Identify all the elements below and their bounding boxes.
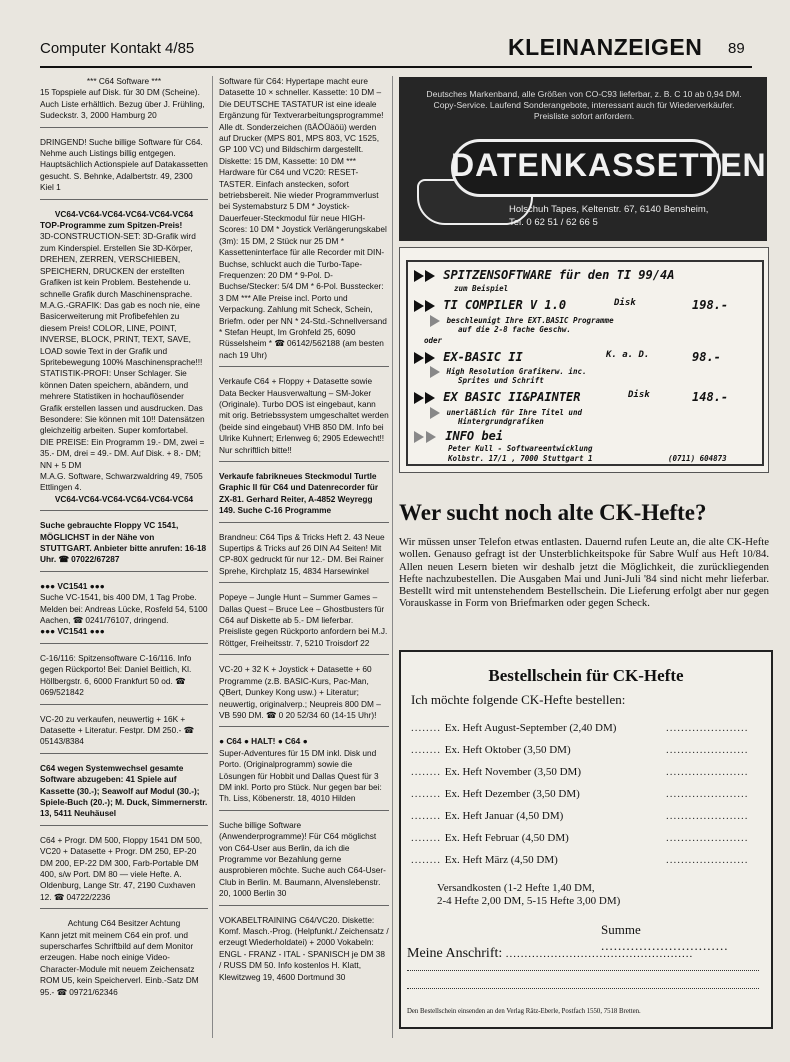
ti-desc: auf die 2-8 fache Geschw. — [458, 325, 571, 334]
order-item-label: Ex. Heft August-September (2,40 DM) — [444, 722, 617, 734]
magazine-issue: Computer Kontakt 4/85 — [40, 40, 195, 57]
price-field[interactable]: ...................... — [666, 832, 749, 844]
header-rule — [40, 66, 752, 68]
arrow-icon — [425, 352, 435, 364]
classified-ad — [219, 376, 389, 462]
order-form — [399, 650, 773, 1029]
quantity-field[interactable]: ........ — [411, 766, 445, 778]
ti-info: INFO bei — [414, 429, 503, 443]
phone-line: Tel. 0 62 51 / 62 66 5 — [509, 217, 598, 228]
classified-ad — [219, 471, 389, 523]
arrow-outline-icon — [426, 431, 436, 443]
ad-text: Verkaufe C64 + Floppy + Datasette sowie Data Becker Hausverwaltung – SM-Joker (Originale). Turbo DOS ist eingebaut, kann mit orig. Betriebssystem umgeschaltet werden (beide sind eingebaut) VHB 850 DM. Info bei Ulrike Kuhnert; Erlenweg 6; 2905 Edewecht!! Nur schriftlich bitte!! — [219, 376, 389, 455]
ad-text: 3D-CONSTRUCTION-SET: 3D-Grafik wird zum Kinderspiel. Erstellen Sie 3D-Körper, DREHEN, ZERREN, VERSCHIEBEN, SPEICHERN, DRUCKEN der erstellten Grafiken ist kein Problem. Bestehende u. schnelle Grafik durch Maschinensprache. — [40, 231, 196, 299]
order-item[interactable] — [411, 722, 761, 734]
ad-text: ● C64 ● HALT! ● C64 ● — [219, 736, 308, 747]
ad-text: DRINGEND! Suche billige Software für C64. Nehme auch Listings billig entgegen. Hauptsächlich Actionspiele auf Datakassetten gesucht. S. Behnke, Adalbertstr. 49, 2300 Kiel 1 — [40, 136, 208, 193]
order-form-subtitle: Ich möchte folgende CK-Hefte bestellen: — [411, 692, 626, 707]
sum-label: Summe .............................. — [601, 922, 729, 953]
classified-ad — [40, 835, 208, 909]
ti-desc: Sprites und Schrift — [458, 376, 544, 385]
ad-text: 15 Topspiele auf Disk. für 30 DM (Scheine). Auch Liste erhältlich. Bezug über J. Frühling, Sudeckstr. 3, 2000 Hamburg 20 — [40, 87, 205, 121]
ad-text: Verkaufe fabrikneues Steckmodul Turtle Graphic II für C64 und Datenrecorder für ZX-81. Gerhard Reiter, A-4852 Weyregg 149. Suche C-16 Programme — [219, 471, 379, 516]
arrow-outline-icon — [430, 407, 440, 419]
ti-ad-frame — [406, 260, 764, 466]
ad-text: VC-20 + 32 K + Joystick + Datasette + 60 Programme (z.B. BASIC-Kurs, Pac-Man, QBert, Dunkey Kong usw.) + Literatur; neuwertig, originalverp.; Neupreis 800 DM – VB 590 DM. ☎ 0 20 52/34 60 (14-15 Uhr)! — [219, 664, 381, 720]
ti-desc: unerläßlich für Ihre Titel und — [430, 407, 582, 419]
address-field-line[interactable] — [407, 970, 759, 971]
column-divider — [392, 76, 393, 1038]
ad-text: VOKABELTRAINING C64/VC20. Diskette: Komf. Masch.-Prog. (Helpfunkt./ Zeichensatz / erzeugt Wiederholdatei) + 2000 Vokabeln: ENGL - FRANZ - ITAL - SPANISCH je DM 38 / RUSS DM 50. Info kostenlos H. Klatt, Klewitzweg 19, 4600 Dortmund 30 — [219, 914, 389, 982]
page-number: 89 — [728, 40, 745, 57]
back-issues-text: Wir müssen unser Telefon etwas entlasten. Dauernd rufen Leute an, die alte CK-Hefte wollen. Genauso gefragt ist der Unsterblichkeitspoke für Sabre Wulf aus Heft 10/84. Allen neuen Lesern bieten wir deshalb jetzt die Möglichkeit, die zurückliegenden Hefte nachzubestellen. Die Ausgaben Mai und Juni-Juli '84 sind nicht mehr lieferbar. Bestellt wird mit untenstehendem Bestellschein. Die Lieferung erfolgt aber nur gegen Vorauskasse in Form von Briefmarken oder gegen Scheck. — [399, 536, 769, 610]
ad-text: STATISTIK-PROFI: Unser Schlager. Sie können Daten speichern, abändern, und mehrere Statistiken in hochauflösender Grafik erstellen lassen und ausdrucken. Das Besondere: Sie können mit 10!! Datensätzen gleichzeitig arbeiten. Super komfortabel. — [40, 368, 205, 436]
ad-text: *** C64 Software *** — [86, 76, 162, 86]
datenkassetten-logo: DATENKASSETTEN — [451, 147, 767, 183]
ad-text: C64 wegen Systemwechsel gesamte Software abzugeben: 41 Spiele auf Kassette (30.-); Seawolf auf Modul (30.-); Spiele-Buch (20.-); M. Duck, Simmernerstr. 13, 5411 Neuhäusel — [40, 762, 208, 819]
ti-headline: SPITZENSOFTWARE für den TI 99/4A — [414, 268, 674, 282]
ti-product-exbasic: EX-BASIC II K. a. D. 98.- — [414, 350, 523, 364]
ad-text: ●●● VC1541 ●●● — [40, 626, 105, 637]
datenkassetten-text: Deutsches Markenband, alle Größen von CO-C93 lieferbar, z. B. C 10 ab 0,94 DM. Copy-Service. Laufend Sonderangebote, interessant auch für Wiederverkäufer. Preisliste sofort anfordern. — [426, 89, 742, 121]
order-item-label: Ex. Heft Oktober (3,50 DM) — [444, 744, 571, 756]
classifieds-column-2 — [219, 76, 389, 997]
price-field[interactable]: ...................... — [666, 854, 749, 866]
ad-text: Popeye – Jungle Hunt – Summer Games – Dallas Quest – Bruce Lee – Ghostbusters für C64 auf Diskette ab 5.- DM lieferbar. Preisliste gegen Rückporto anfordern bei M.J. Röttger, Freiheitsstr. 7, 5210 Troisdorf 22 — [219, 592, 388, 648]
quantity-field[interactable]: ........ — [411, 832, 445, 844]
order-item-label: Ex. Heft November (3,50 DM) — [444, 766, 581, 778]
classified-ad — [219, 915, 389, 988]
price-field[interactable]: ...................... — [666, 810, 749, 822]
order-form-title: Bestellschein für CK-Hefte — [488, 666, 684, 685]
classified-ad — [40, 209, 208, 512]
ad-text: Suche gebrauchte Floppy VC 1541, MÖGLICHST in der Nähe von STUTTGART. Anbieter bitte anrufen: 16-18 Uhr. ☎ 07022/67287 — [40, 520, 207, 565]
order-item[interactable] — [411, 832, 761, 844]
ti-contact-address: Kolbstr. 17/1 , 7000 Stuttgart 1 (0711) 604873 — [448, 454, 727, 463]
arrow-icon — [414, 392, 424, 404]
datenkassetten-ad — [399, 77, 767, 241]
ti-software-ad — [399, 247, 769, 473]
ad-text: Brandneu: C64 Tips & Tricks Heft 2. 43 Neue Supertips & Tricks auf 26 DIN A4 Seiten! Mit CP-80X gedruckt für nur 12.- DM. Bei Rainer Sprehe, Kirchplatz 15, 4834 Harsewinkel — [219, 531, 385, 576]
ad-text: Software für C64: Hypertape macht eure Datasette 10 × schneller. Kassette: 10 DM – Die DEUTSCHE TASTATUR ist eine ideale Ergänzung für Textverarbeitungsprogramme! Alle dt. Sonderzeichen (ßÄÖÜäöü) werden auf Drucker (MPS 801, MPS 803, VC 1525, GP 100 VC) und Bildschirm dargestellt. Diskette: 15 DM, Kassette: 10 DM *** Hardware für C64 und VC20: RESET-TASTER. Einfach anstecken, sofort betriebsbereit. Nie wieder Programmverlust bei Systemabsturz 5 DM * Joystick-Dauerfeuer-Steckmodul für neue HIGH-Scores: 10 DM * Joystick Verlängerungskabel (3m): 15 DM, 2 Stück nur 25 DM * Kassetteninterface für alle Recorder mit DIN-Buchse, schluckt auch die Turbo-Tape-Frequenzen: 20 DM * 9-Pol. D-Buchse/Stecker: 5/4 DM * 6-Pol. Busstecker: 3 DM *** Alle Preise incl. Porto und Verpackung. Zahlung mit Scheck, Schein, Briefm. oder per NN * 24-Std.-Schnellversand * Stefan Heupt, Im Grohfeld 25, 6090 Rüsselsheim * ☎ 06142/562188 (am besten nach 19 Uhr) — [219, 76, 387, 360]
classified-ad — [219, 592, 389, 655]
datenkassetten-address — [509, 203, 708, 229]
ad-text: M.A.G. Software, Schwarzwaldring 49, 7505 Ettlingen 4. — [40, 471, 203, 493]
price-field[interactable]: ...................... — [666, 788, 749, 800]
classified-ad — [40, 918, 208, 1003]
classified-ad — [40, 581, 208, 644]
ad-text: Super-Adventures für 15 DM inkl. Disk und Porto. (Originalprogramm) sowie die Lösungen für Hobbit und Dallas Quest für 3 DM inkl. Porto pro Stück. Nur gegen bar bei: Th. Liss, Köbenerstr. 18, 4010 Hilden — [219, 747, 382, 804]
classified-ad — [40, 714, 208, 754]
ti-desc: beschleunigt Ihre EXT.BASIC Programme — [430, 315, 614, 327]
ad-text: VC-20 zu verkaufen, neuwertig + 16K + Datasette + Literatur. Festpr. DM 250.- ☎ 05143/8384 — [40, 713, 194, 747]
ad-text: Suche VC-1541, bis 400 DM, 1 Tag Probe. Melden bei: Andreas Lücke, Rosfeld 54, 5100 Aachen, ☎ 0241/76107, dringend. — [40, 592, 208, 626]
ad-text: ●●● VC1541 ●●● — [40, 580, 105, 591]
shipping-costs — [437, 882, 620, 908]
classified-ad — [219, 664, 389, 727]
ad-text: C64 + Progr. DM 500, Floppy 1541 DM 500, VC20 + Datasette + Progr. DM 250, EP-20 DM 200, EP-22 DM 300, Farb-Portable DM 400, s/w Port. DM 80 — viele Hefte. A. Oldenburg, Lange Str. 47, 2190 Cuxhaven 12. ☎ 04722/2236 — [40, 834, 203, 902]
classified-ad — [40, 653, 208, 705]
order-item-label: Ex. Heft Dezember (3,50 DM) — [444, 788, 580, 800]
address-label: Meine Anschrift: .................................................. — [407, 946, 694, 961]
price-field[interactable]: ...................... — [666, 766, 749, 778]
shipping-line: 2-4 Hefte 2,00 DM, 5-15 Hefte 3,00 DM) — [437, 895, 621, 907]
order-item[interactable] — [411, 766, 761, 778]
ad-text: Suche billige Software (Anwenderprogramme)! Für C64 möglichst von C64-User aus Berlin, da ich die Programme vor Bezahlung gerne ausprobieren möchte. Suche auch C64-User-Club in Berlin. M. Baumann, Alvenslebenstr. 20, 1000 Berlin 30 — [219, 819, 386, 899]
ad-text: TOP-Programme zum Spitzen-Preis! — [40, 220, 183, 231]
quantity-field[interactable]: ........ — [411, 722, 445, 734]
ti-product-compiler: TI COMPILER V 1.0 Disk 198.- — [414, 298, 566, 312]
quantity-field[interactable]: ........ — [411, 810, 445, 822]
ti-contact: Peter Kull - Softwareentwicklung — [448, 444, 593, 453]
arrow-icon — [414, 352, 424, 364]
arrow-icon — [425, 300, 435, 312]
quantity-field[interactable]: ........ — [411, 744, 445, 756]
ad-text: Achtung C64 Besitzer Achtung — [67, 918, 181, 929]
classified-ad — [219, 820, 389, 906]
ti-product-painter: EX BASIC II&PAINTER Disk 148.- — [414, 390, 581, 404]
ad-text: DIE PREISE: Ein Programm 19.- DM, zwei = 35.- DM, drei = 49.- DM. Auf Disk. + 8.- DM; NN + 5 DM — [40, 436, 205, 470]
ti-desc: High Resolution Grafikerw. inc. — [430, 366, 587, 378]
page-header — [40, 36, 752, 66]
order-item-label: Ex. Heft Februar (4,50 DM) — [444, 832, 569, 844]
order-item-label: Ex. Heft März (4,50 DM) — [444, 854, 558, 866]
price-field[interactable]: ...................... — [666, 744, 749, 756]
arrow-icon — [414, 300, 424, 312]
order-item[interactable] — [411, 810, 761, 822]
order-item[interactable] — [411, 854, 761, 866]
column-divider — [212, 76, 213, 1038]
quantity-field[interactable]: ........ — [411, 854, 445, 866]
ad-text: VC64-VC64-VC64-VC64-VC64-VC64 — [54, 493, 194, 504]
order-item[interactable] — [411, 788, 761, 800]
classified-ad — [219, 736, 389, 810]
address-line: Holschuh Tapes, Keltenstr. 67, 6140 Bensheim, — [509, 204, 709, 215]
classified-ad — [219, 76, 389, 367]
ad-text: M.A.G.-GRAFIK: Das gab es noch nie, eine Basicerweiterung mit Profibefehlen zu diesem Preis! COLOR, LINE, POINT, INVERSE, BLOCK, PRINT, TEXT, SAVE, LOAD sowie Text in der Grafik und Spritebewegung 100% Maschinensprache!!! — [40, 299, 203, 367]
ad-text: Kann jetzt mit meinem C64 ein prof. und superscharfes Schriftbild auf dem Monitor erzeugen. Habe noch einige Video-Character-Module mit neuem Zeichensatz ROM U5, kein Speicherverl. Einb.-Satz DM 95.- ☎ 09721/62346 — [40, 929, 199, 997]
price-field[interactable]: ...................... — [666, 722, 749, 734]
ti-desc: Hintergrundgrafiken — [458, 417, 544, 426]
arrow-icon — [414, 270, 424, 282]
classified-ad — [40, 763, 208, 826]
quantity-field[interactable]: ........ — [411, 788, 445, 800]
ti-sub: zum Beispiel — [454, 284, 509, 293]
arrow-outline-icon — [430, 315, 440, 327]
arrow-outline-icon — [430, 366, 440, 378]
classified-ad — [40, 520, 208, 572]
arrow-icon — [425, 270, 435, 282]
classified-ad — [40, 76, 208, 128]
classified-ad — [219, 532, 389, 584]
ad-text: VC64-VC64-VC64-VC64-VC64-VC64 — [54, 208, 194, 219]
ad-text: C-16/116: Spitzensoftware C-16/116. Info gegen Rückporto! Bei: Daniel Beitlich, Kl. Höllbergstr. 6, 6000 Frankfurt 50 od. ☎ 069/521842 — [40, 652, 192, 698]
classifieds-column-1 — [40, 76, 208, 1012]
order-form-footer: Den Bestellschein einsenden an den Verlag Rätz-Eberle, Postfach 1550, 7518 Bretten. — [407, 1008, 641, 1015]
arrow-icon — [425, 392, 435, 404]
address-field-line[interactable] — [407, 988, 759, 989]
arrow-outline-icon — [414, 431, 424, 443]
section-title: KLEINANZEIGEN — [508, 34, 703, 60]
order-item-label: Ex. Heft Januar (4,50 DM) — [444, 810, 564, 822]
order-item[interactable] — [411, 744, 761, 756]
classified-ad — [40, 137, 208, 200]
ti-or: oder — [424, 336, 443, 345]
back-issues-headline: Wer sucht noch alte CK-Hefte? — [399, 500, 707, 525]
shipping-line: Versandkosten (1-2 Hefte 1,40 DM, — [437, 882, 595, 894]
